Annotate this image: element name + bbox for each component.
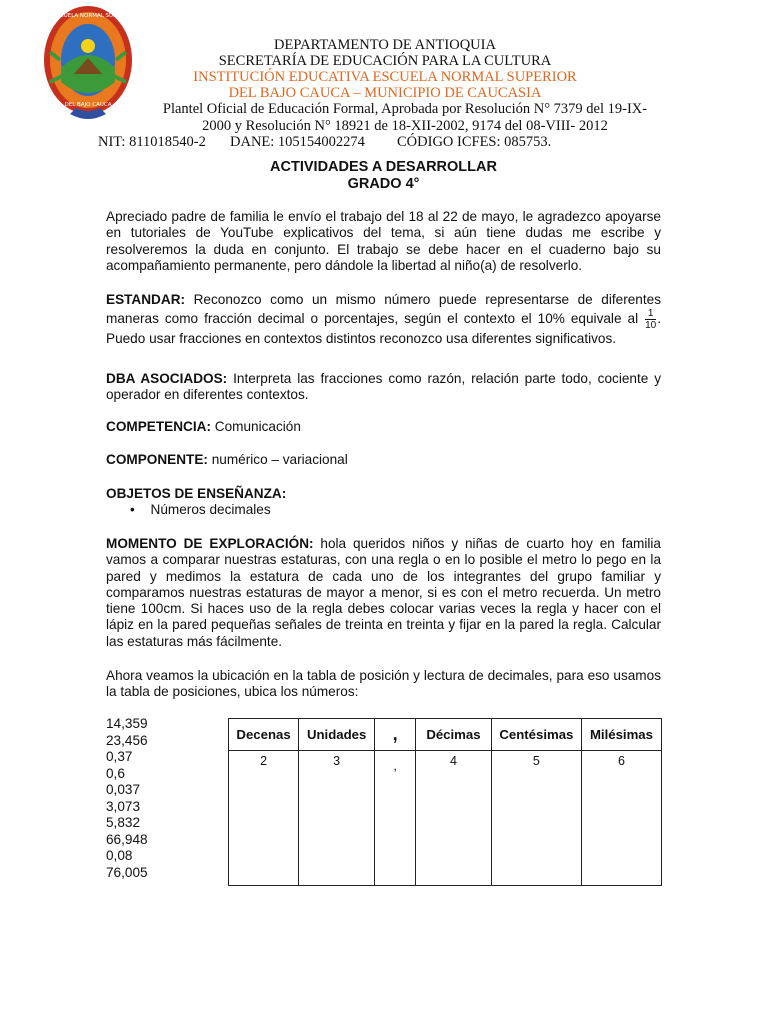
competencia-text: Comunicación — [214, 419, 301, 434]
list-item: 0,6 — [106, 765, 125, 781]
list-item: 66,948 — [106, 831, 148, 847]
objetos-heading — [106, 486, 661, 502]
header-secretaria: SECRETARÍA DE EDUCACIÓN PARA LA CULTURA — [218, 53, 552, 69]
list-item: 23,456 — [106, 732, 148, 748]
header-municipio: DEL BAJO CAUCA – MUNICIPIO DE CAUCASIA — [228, 85, 542, 101]
componente-label: COMPONENTE: — [106, 452, 208, 467]
svg-text:I.E. ESCUELA NORMAL SUPERIOR: I.E. ESCUELA NORMAL SUPERIOR — [42, 13, 134, 19]
dba-text: Interpreta las fracciones como razón, relación parte todo, cociente y operador en diferentes contextos. — [106, 371, 661, 403]
school-logo — [40, 2, 136, 126]
cell-comma: , — [375, 751, 416, 886]
componente-text: numérico – variacional — [211, 452, 348, 467]
list-item: 3,073 — [106, 798, 141, 814]
header-decimas: Décimas — [416, 719, 492, 751]
cell-milesimas: 6 — [581, 751, 661, 886]
header-resolution-1: Plantel Oficial de Educación Formal, Aprobada por Resolución N° 7379 del 19-IX- — [162, 101, 648, 117]
fraction-denominator: 10 — [645, 320, 657, 332]
objetos-list-item — [130, 502, 530, 518]
header-institution: INSTITUCIÓN EDUCATIVA ESCUELA NORMAL SUPERIOR — [193, 69, 577, 85]
header-dane: DANE: 105154002274 — [230, 134, 365, 150]
estandar-label: ESTANDAR: — [106, 292, 186, 307]
title-line-1: ACTIVIDADES A DESARROLLAR — [270, 159, 497, 175]
header-department: DEPARTAMENTO DE ANTIOQUIA — [274, 37, 496, 53]
page-title — [106, 159, 661, 193]
competencia-line — [106, 419, 661, 435]
title-line-2: GRADO 4° — [347, 176, 420, 192]
header-icfes: CÓDIGO ICFES: 085753. — [397, 134, 552, 150]
table-row — [229, 751, 662, 886]
ahora-paragraph: Ahora veamos la ubicación en la tabla de posición y lectura de decimales, para eso usamos la tabla de posiciones, ubica los números: — [106, 668, 661, 700]
cell-unidades: 3 — [299, 751, 375, 886]
objetos-label: OBJETOS DE ENSEÑANZA: — [106, 486, 287, 501]
estandar-text-2: . Puedo usar fracciones en contextos distintos reconozco usa diferentes significativos. — [106, 311, 661, 347]
header-comma: , — [375, 719, 416, 751]
header-unidades: Unidades — [299, 719, 375, 751]
bullet-icon: • — [130, 502, 135, 517]
fraction-one-tenth — [645, 308, 656, 331]
list-item: 14,359 — [106, 716, 148, 731]
fraction-numerator: 1 — [645, 308, 656, 320]
exploracion-paragraph — [106, 536, 661, 650]
svg-text:DEL BAJO CAUCA: DEL BAJO CAUCA — [64, 102, 112, 108]
header-centesimas: Centésimas — [491, 719, 581, 751]
list-item: 0,08 — [106, 848, 133, 863]
cell-centesimas: 5 — [491, 751, 581, 886]
estandar-paragraph — [106, 292, 661, 348]
header-decenas: Decenas — [229, 719, 299, 751]
objetos-item: Números decimales — [150, 502, 271, 517]
dba-paragraph — [106, 371, 661, 404]
list-item: 5,832 — [106, 815, 141, 830]
cell-decimas: 4 — [416, 751, 492, 886]
header-nit: NIT: 811018540-2 — [98, 134, 206, 150]
competencia-label: COMPETENCIA: — [106, 419, 211, 434]
exploracion-label: MOMENTO DE EXPLORACIÓN: — [106, 536, 314, 551]
table-header-row — [229, 719, 662, 751]
estandar-text-1: Reconozco como un mismo número puede representarse de diferentes maneras como fracción decimal o porcentajes, según el contexto el 10% equivale al — [106, 292, 661, 327]
dba-label: DBA ASOCIADOS: — [106, 371, 228, 386]
componente-line — [106, 452, 661, 468]
numbers-list — [106, 716, 148, 881]
header-resolution-2: 2000 y Resolución N° 18921 de 18-XII-2002, 9174 del 08-VIII- 2012 — [202, 118, 608, 134]
exploracion-text: hola queridos niños y niñas de cuarto hoy en familia vamos a comparar nuestras estaturas, con una regla o en lo posible el metro lo pego en la pared y medimos la estatura de cada uno de los integrantes del grupo familiar y comparamos nuestras estaturas de mayor a menor, si es con el metro recuerda. Un metro tiene 100cm. Si haces uso de la regla debes colocar varias veces la regla y hacer con el lápiz en la pared pequeñas señales de treinta en treinta y fijar en la pared la regla. Calcular las estaturas más fácilmente. — [106, 536, 661, 649]
list-item: 0,37 — [106, 749, 133, 764]
list-item: 76,005 — [106, 864, 148, 880]
header-milesimas: Milésimas — [581, 719, 661, 751]
cell-decenas: 2 — [229, 751, 299, 886]
list-item: 0,037 — [106, 782, 141, 797]
intro-paragraph: Apreciado padre de familia le envío el trabajo del 18 al 22 de mayo, le agradezco apoyarse en tutoriales de YouTube explicativos del tema, si aún tiene dudas me escribe y resolveremos la duda en conjunto. El trabajo se debe hacer en el cuaderno bajo su acompañamiento permanente, pero dándole la libertad al niño(a) de resolverlo. — [106, 209, 661, 273]
place-value-table — [228, 718, 662, 886]
